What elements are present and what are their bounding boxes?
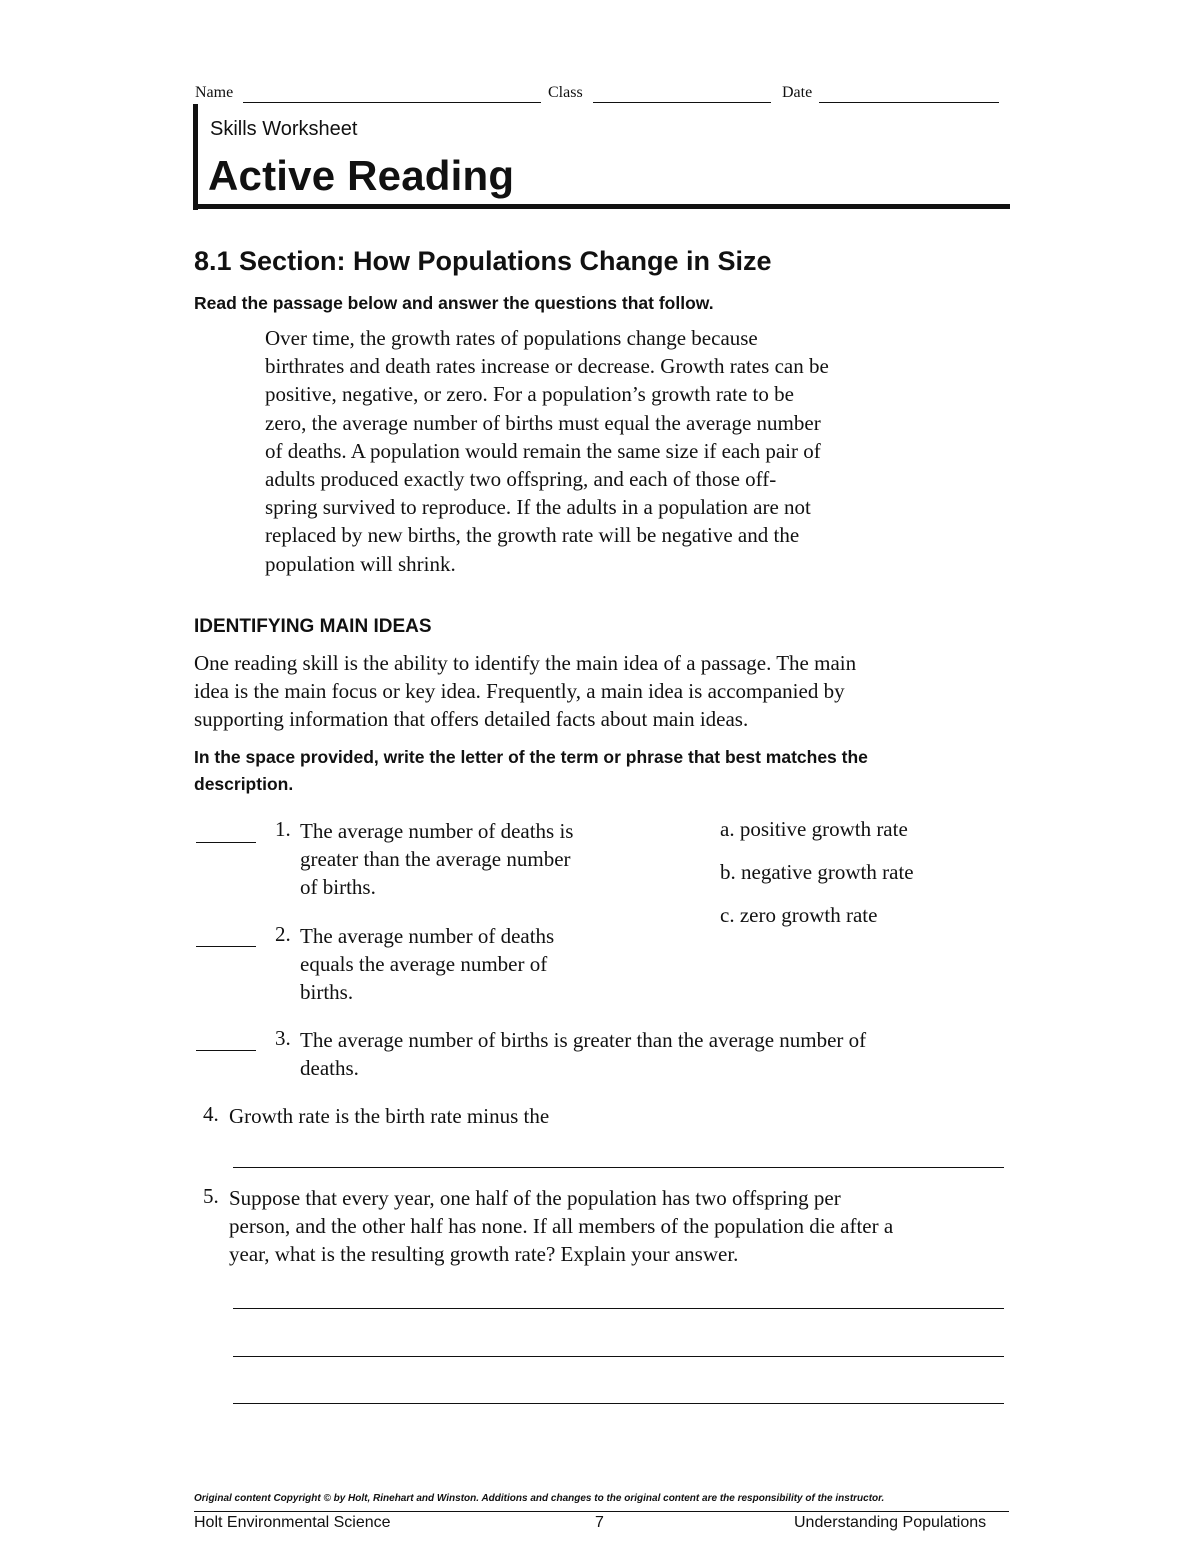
- answer-blank-1[interactable]: [196, 842, 256, 843]
- question-line: Suppose that every year, one half of the population has two offspring per: [229, 1186, 841, 1210]
- question-1-text: [300, 817, 660, 902]
- date-label: Date: [782, 84, 813, 101]
- title-box-left-border: [193, 104, 198, 210]
- option-letter: a.: [720, 817, 735, 841]
- worksheet-kicker: Skills Worksheet: [210, 118, 358, 140]
- question-line: The average number of deaths: [300, 924, 555, 948]
- option-c: [720, 903, 877, 928]
- footer-rule: [194, 1511, 1009, 1512]
- paragraph-line: One reading skill is the ability to identify the main idea of a passage. The main: [194, 651, 857, 675]
- name-field[interactable]: [243, 102, 541, 103]
- question-number: 2.: [275, 922, 291, 946]
- question-line: equals the average number of: [300, 952, 548, 977]
- passage-line: spring survived to reproduce. If the adults in a population are not: [265, 495, 811, 520]
- answer-line-4[interactable]: [233, 1167, 1004, 1168]
- question-line: person, and the other half has none. If all members of the population die after a: [229, 1214, 894, 1239]
- footer-book-title: Holt Environmental Science: [194, 1514, 391, 1531]
- question-line: The average number of deaths is: [300, 819, 574, 843]
- main-ideas-paragraph: [194, 649, 1004, 734]
- question-number: 3.: [275, 1026, 291, 1050]
- passage-line: of deaths. A population would remain the same size if each pair of: [265, 438, 821, 463]
- reading-instruction: Read the passage below and answer the questions that follow.: [194, 293, 714, 313]
- main-ideas-heading: IDENTIFYING MAIN IDEAS: [194, 616, 432, 637]
- answer-blank-3[interactable]: [196, 1050, 256, 1051]
- passage-line: Over time, the growth rates of populations change because: [265, 326, 758, 350]
- option-a: [720, 817, 908, 842]
- question-number: 4.: [203, 1102, 219, 1126]
- question-5-text: [229, 1184, 1009, 1269]
- option-text: negative growth rate: [741, 860, 914, 884]
- section-title: 8.1 Section: How Populations Change in Size: [194, 246, 772, 276]
- passage-line: replaced by new births, the growth rate will be negative and the: [265, 523, 800, 548]
- passage-line: zero, the average number of births must equal the average number: [265, 410, 821, 435]
- question-number: 5.: [203, 1184, 219, 1208]
- passage-line: population will shrink.: [265, 551, 456, 576]
- answer-line-5c[interactable]: [233, 1403, 1004, 1404]
- question-3-text: [300, 1026, 1000, 1082]
- passage-line: birthrates and death rates increase or decrease. Growth rates can be: [265, 354, 829, 379]
- answer-line-5b[interactable]: [233, 1356, 1004, 1357]
- footer-chapter-title: Understanding Populations: [794, 1514, 987, 1531]
- passage-line: adults produced exactly two offspring, and each of those off-: [265, 467, 777, 492]
- answer-line-5a[interactable]: [233, 1308, 1004, 1309]
- question-number: 1.: [275, 817, 291, 841]
- title-box-bottom-border: [193, 204, 1010, 209]
- question-line: greater than the average number: [300, 847, 571, 872]
- copyright-notice: Original content Copyright © by Holt, Rinehart and Winston. Additions and changes to the original content are the responsibility of the instructor.: [194, 1493, 885, 1504]
- option-letter: b.: [720, 860, 736, 884]
- paragraph-line: idea is the main focus or key idea. Frequently, a main idea is accompanied by: [194, 679, 845, 704]
- question-2-text: [300, 922, 660, 1007]
- option-letter: c.: [720, 903, 735, 927]
- class-label: Class: [548, 84, 583, 101]
- option-b: [720, 860, 914, 885]
- page-title: Active Reading: [208, 152, 515, 199]
- answer-blank-2[interactable]: [196, 946, 256, 947]
- student-info-header: [195, 84, 1000, 108]
- matching-instruction: [194, 744, 1004, 798]
- question-line: of births.: [300, 875, 376, 900]
- passage-line: positive, negative, or zero. For a population’s growth rate to be: [265, 382, 794, 407]
- option-text: zero growth rate: [739, 903, 878, 927]
- question-line: births.: [300, 980, 354, 1005]
- paragraph-line: supporting information that offers detailed facts about main ideas.: [194, 707, 749, 732]
- date-field[interactable]: [819, 102, 999, 103]
- question-4-text: Growth rate is the birth rate minus the: [229, 1104, 550, 1128]
- question-line: deaths.: [300, 1056, 359, 1081]
- name-label: Name: [195, 84, 234, 101]
- instruction-line: In the space provided, write the letter of the term or phrase that best matches the: [194, 747, 868, 767]
- question-line: The average number of births is greater than the average number of: [300, 1028, 867, 1052]
- question-line: year, what is the resulting growth rate? Explain your answer.: [229, 1242, 739, 1267]
- reading-passage: [265, 324, 965, 578]
- class-field[interactable]: [593, 102, 771, 103]
- instruction-line: description.: [194, 774, 294, 794]
- option-text: positive growth rate: [739, 817, 908, 841]
- page-number: 7: [595, 1514, 604, 1531]
